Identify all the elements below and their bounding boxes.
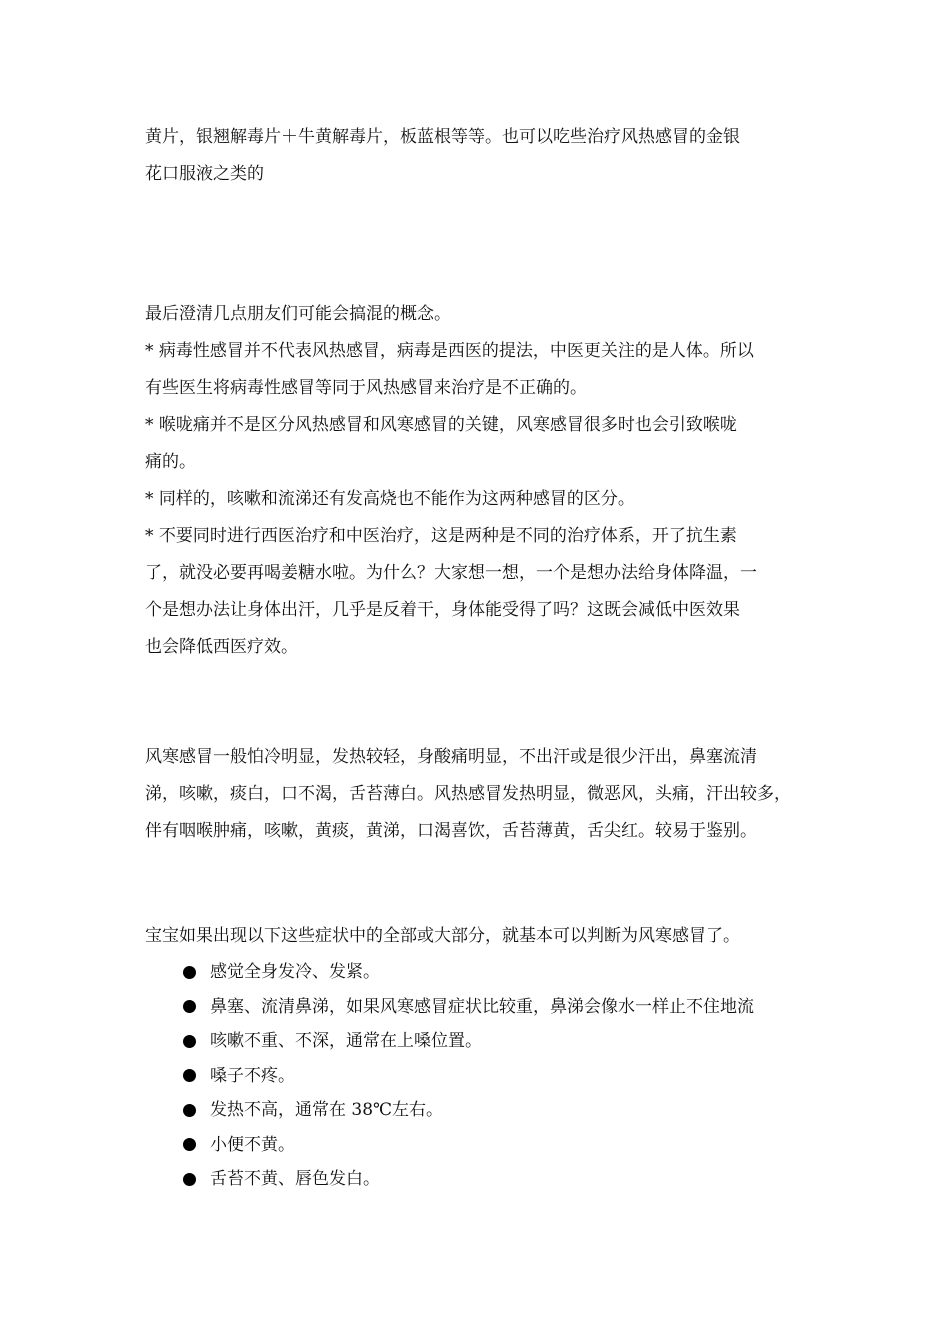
text-line: 也会降低西医疗效。 [145,637,298,657]
text-line: 涕，咳嗽，痰白，口不渴，舌苔薄白。风热感冒发热明显，微恶风，头痛，汗出较多， [145,784,791,804]
list-item [183,1093,813,1128]
text-line: * 喉咙痛并不是区分风热感冒和风寒感冒的关键，风寒感冒很多时也会引致喉咙 [145,415,737,435]
bullet-icon [183,1035,196,1048]
paragraph-medicine-list [145,119,810,193]
symptom-list [183,955,813,1197]
bullet-icon [183,1173,196,1186]
text-line: * 同样的，咳嗽和流涕还有发高烧也不能作为这两种感冒的区分。 [145,489,635,509]
bullet-icon [183,1000,196,1013]
list-item [183,1162,813,1197]
list-item-text: 小便不黄。 [210,1134,295,1155]
list-item [183,955,813,990]
text-line: * 病毒性感冒并不代表风热感冒，病毒是西医的提法，中医更关注的是人体。所以 [145,341,754,361]
text-line: 黄片，银翘解毒片＋牛黄解毒片，板蓝根等等。也可以吃些治疗风热感冒的金银 [145,127,740,147]
bullet-icon [183,1138,196,1151]
bullet-icon [183,966,196,979]
text-line: 痛的。 [145,452,196,472]
text-line: 风寒感冒一般怕冷明显，发热较轻，身酸痛明显，不出汗或是很少汗出，鼻塞流清 [145,747,757,767]
list-item [183,1024,813,1059]
text-line: 个是想办法让身体出汗，几乎是反着干，身体能受得了吗？这既会减低中医效果 [145,600,740,620]
list-item-text: 发热不高，通常在 38℃左右。 [210,1100,444,1120]
list-item-text: 咳嗽不重、不深，通常在上嗓位置。 [210,1031,482,1051]
text-line: 有些医生将病毒性感冒等同于风热感冒来治疗是不正确的。 [145,378,587,398]
bullet-icon [183,1104,196,1117]
text-line: 了，就没必要再喝姜糖水啦。为什么？大家想一想，一个是想办法给身体降温，一 [145,563,757,583]
bullet-icon [183,1069,196,1082]
text-line: 最后澄清几点朋友们可能会搞混的概念。 [145,304,451,324]
list-item [183,1059,813,1094]
paragraph-cold-types-comparison [145,739,810,850]
list-item-text: 感觉全身发冷、发紧。 [210,962,380,982]
list-item-text: 嗓子不疼。 [210,1065,295,1086]
text-line: 伴有咽喉肿痛，咳嗽，黄痰，黄涕，口渴喜饮，舌苔薄黄，舌尖红。较易于鉴别。 [145,821,757,841]
list-item [183,990,813,1025]
list-item-text: 舌苔不黄、唇色发白。 [210,1169,380,1189]
text-line: * 不要同时进行西医治疗和中医治疗，这是两种是不同的治疗体系，开了抗生素 [145,526,737,546]
text-line: 宝宝如果出现以下这些症状中的全部或大部分，就基本可以判断为风寒感冒了。 [145,926,740,946]
paragraph-baby-symptoms-intro [145,918,810,955]
text-line: 花口服液之类的 [145,164,264,184]
list-item-text: 鼻塞、流清鼻涕，如果风寒感冒症状比较重，鼻涕会像水一样止不住地流 [210,996,754,1017]
paragraph-clarifications [145,296,810,666]
list-item [183,1128,813,1163]
